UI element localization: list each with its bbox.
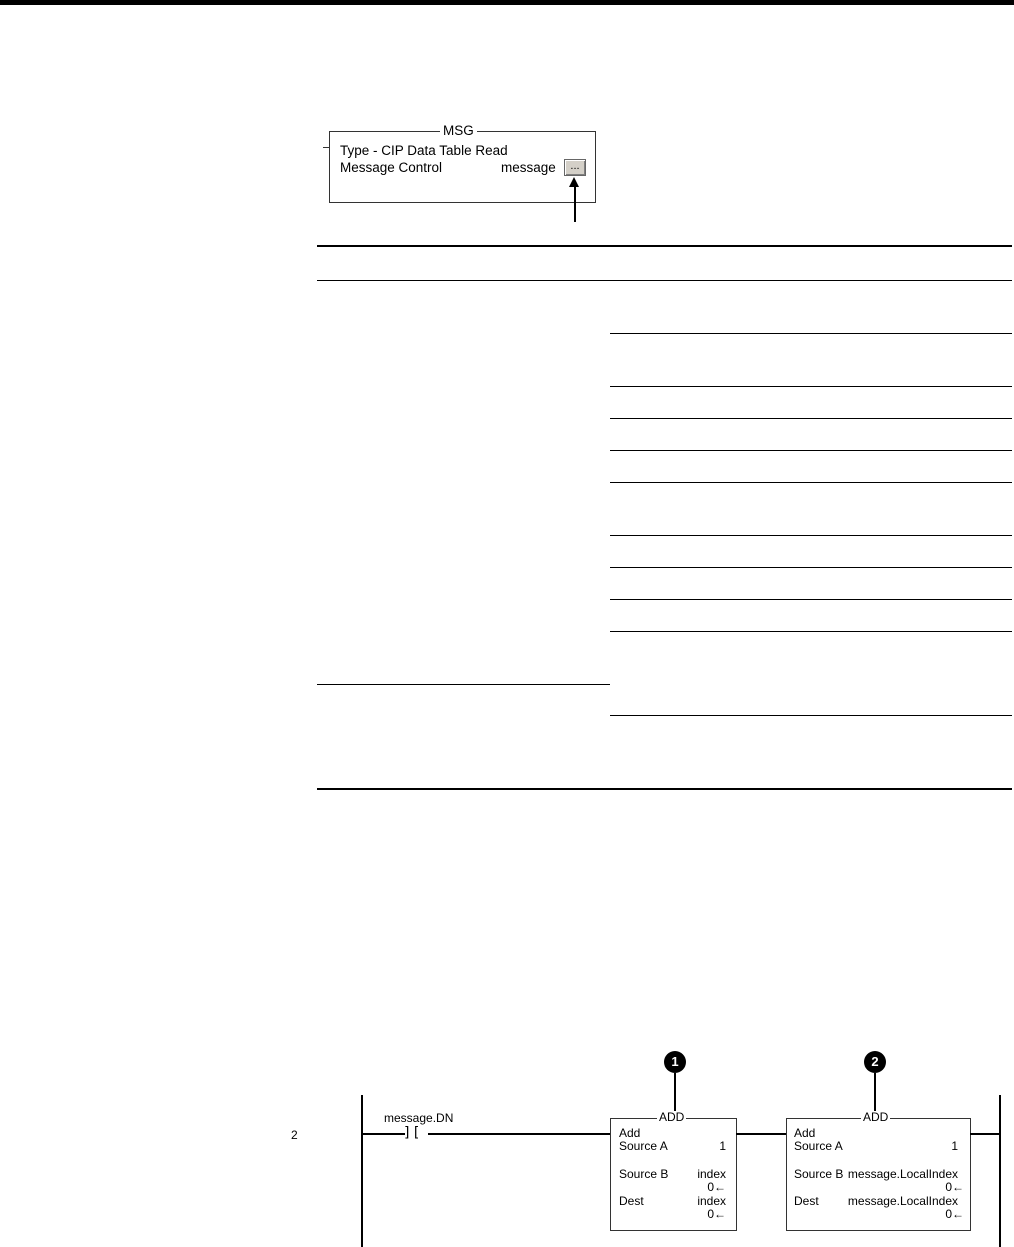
table-header-cell	[449, 246, 610, 281]
source-b-label: Source B	[619, 1167, 669, 1181]
add-instruction-2[interactable]	[786, 1110, 971, 1231]
table-cell	[742, 536, 1012, 568]
callout-1-icon: 1	[664, 1051, 686, 1073]
left-arrow-icon: ←	[952, 1180, 964, 1194]
table-header-cell	[610, 246, 742, 281]
page-header-rule	[0, 0, 1014, 5]
callout-arrow-line	[574, 182, 576, 222]
configuration-table	[317, 245, 1012, 790]
rung-wire	[362, 1133, 405, 1135]
source-b-label: Source B	[794, 1167, 844, 1181]
right-power-rail	[999, 1095, 1001, 1247]
table-cell	[449, 684, 610, 789]
source-b-number: 0	[707, 1180, 714, 1194]
dest-label: Dest	[794, 1194, 819, 1208]
dest-value	[945, 1208, 964, 1221]
source-b-number: 0	[945, 1180, 952, 1194]
left-arrow-icon: ←	[714, 1207, 726, 1221]
table-cell	[317, 281, 449, 632]
table-cell	[742, 684, 1012, 716]
rung-wire	[970, 1133, 1000, 1135]
rung-wire	[428, 1133, 610, 1135]
msg-instruction[interactable]	[329, 123, 596, 203]
msg-title: MSG	[440, 123, 477, 139]
table-cell	[317, 684, 449, 789]
table-row	[317, 684, 1012, 716]
table-cell	[610, 451, 742, 483]
table-cell	[610, 568, 742, 600]
source-a-value[interactable]: 1	[951, 1139, 958, 1153]
rung-number: 2	[291, 1128, 298, 1142]
source-b-tag[interactable]: message.LocalIndex	[847, 1167, 958, 1181]
source-a-label: Source A	[794, 1139, 843, 1153]
source-b-value	[707, 1181, 726, 1194]
dest-value	[707, 1208, 726, 1221]
msg-configure-button[interactable]: ...	[564, 159, 586, 176]
table-cell	[449, 281, 610, 483]
table-header-cell	[317, 246, 449, 281]
table-cell	[742, 600, 1012, 632]
dest-tag[interactable]: message.LocalIndex	[847, 1194, 958, 1208]
table-cell	[742, 451, 1012, 483]
source-a-label: Source A	[619, 1139, 668, 1153]
table-cell	[742, 281, 1012, 334]
xic-contact-icon[interactable]: ] [	[404, 1125, 420, 1141]
source-b-value	[945, 1181, 964, 1194]
add-title: ADD	[863, 1110, 889, 1124]
table-header-cell	[742, 246, 1012, 281]
callout-2-icon: 2	[864, 1051, 886, 1073]
table-cell	[742, 716, 1012, 790]
msg-control-tag[interactable]: message	[501, 160, 556, 175]
table-cell	[742, 387, 1012, 419]
rung-wire	[736, 1133, 786, 1135]
table-cell	[610, 684, 742, 716]
table-cell	[742, 419, 1012, 451]
add-name: Add	[794, 1126, 816, 1140]
table-cell	[610, 600, 742, 632]
table-cell	[610, 281, 742, 334]
callout-arrow-head-icon	[569, 177, 579, 187]
dest-number: 0	[945, 1207, 952, 1221]
table-cell	[742, 483, 1012, 536]
source-b-tag[interactable]: index	[697, 1167, 726, 1181]
table-row	[317, 281, 1012, 334]
left-arrow-icon: ←	[714, 1180, 726, 1194]
add-instruction-1[interactable]	[610, 1110, 737, 1231]
table-cell	[610, 419, 742, 451]
dest-label: Dest	[619, 1194, 644, 1208]
table-cell	[449, 632, 610, 685]
table-cell	[610, 483, 742, 536]
left-arrow-icon: ←	[952, 1207, 964, 1221]
source-a-value[interactable]: 1	[719, 1139, 726, 1153]
add-name: Add	[619, 1126, 641, 1140]
msg-type-line: Type - CIP Data Table Read	[340, 143, 508, 158]
table-cell	[317, 632, 449, 685]
table-cell	[742, 568, 1012, 600]
table-cell	[610, 536, 742, 568]
table-cell	[610, 334, 742, 387]
dest-tag[interactable]: index	[697, 1194, 726, 1208]
add-title: ADD	[659, 1110, 685, 1124]
msg-control-label: Message Control	[340, 160, 443, 175]
table-cell	[610, 387, 742, 419]
table-row	[317, 632, 1012, 685]
dest-number: 0	[707, 1207, 714, 1221]
table-cell	[610, 716, 742, 790]
table-cell	[449, 483, 610, 632]
left-power-rail	[361, 1095, 363, 1247]
table-cell	[742, 334, 1012, 387]
contact-tag[interactable]: message.DN	[384, 1111, 454, 1125]
